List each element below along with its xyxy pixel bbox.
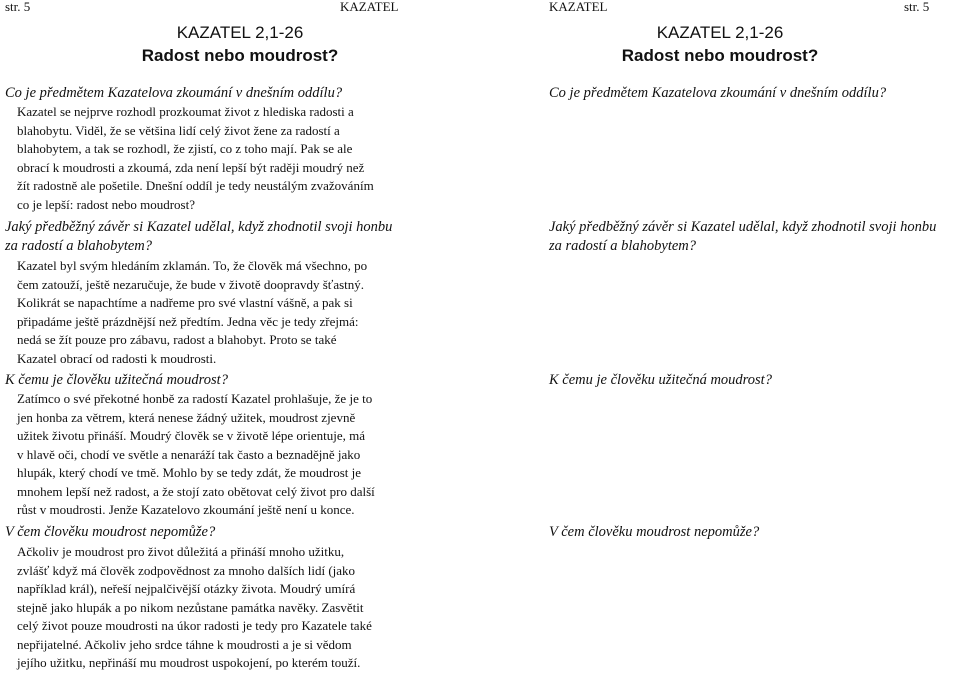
question-3: K čemu je člověku užitečná moudrost? xyxy=(549,372,772,388)
question-line: za radostí a blahobytem? xyxy=(5,238,153,254)
answer-line: blahobytu. Viděl, že se většina lidí celý život žene za radostí a xyxy=(17,122,340,138)
answer-line: co je lepší: radost nebo moudrost? xyxy=(17,196,195,212)
question-4: V čem člověku moudrost nepomůže? xyxy=(5,524,216,540)
question-2 xyxy=(549,218,936,256)
page-number: str. 5 xyxy=(904,0,930,14)
answer-line: obrací k moudrosti a zkoumá, zda není lepší být raději moudrý než xyxy=(17,159,365,175)
answer-line: čem zatouží, ještě nezaručuje, že bude v životě doopravdy šťastný. xyxy=(17,276,365,292)
question-1: Co je předmětem Kazatelova zkoumání v dnešním oddílu? xyxy=(5,85,343,101)
page-title: KAZATEL 2,1-26 xyxy=(176,23,304,42)
right-page xyxy=(480,0,960,674)
running-header: KAZATEL xyxy=(340,0,399,14)
answer-2 xyxy=(17,257,367,368)
answer-line: celý život pouze moudrosti na úkor radosti je tedy pro Kazatele také xyxy=(17,618,372,633)
answer-line: hlupák, který chodí ve tmě. Mohlo by se tedy zdát, že moudrost je xyxy=(17,465,362,480)
answer-1 xyxy=(17,103,374,214)
answer-line: například král), neřeší nejpalčivější otázky života. Moudrý umírá xyxy=(17,581,356,596)
question-line: Jaký předběžný závěr si Kazatel udělal, když zhodnotil svoji honbu xyxy=(5,219,393,235)
page-title: KAZATEL 2,1-26 xyxy=(656,23,784,42)
answer-line: užitek životu přináší. Moudrý člověk se v životě lépe orientuje, má xyxy=(17,428,366,443)
answer-line: Kazatel se nejprve rozhodl prozkoumat život z hlediska radosti a xyxy=(17,104,354,119)
question-3: K čemu je člověku užitečná moudrost? xyxy=(5,372,228,388)
question-1: Co je předmětem Kazatelova zkoumání v dnešním oddílu? xyxy=(549,85,887,101)
answer-line: zvlášť když má člověk zodpovědnost za mnoho dalších lidí (jako xyxy=(17,562,356,578)
question-2 xyxy=(5,218,392,256)
answer-line: nepřijatelné. Ačkoliv jeho srdce táhne k moudrosti a je si vědom xyxy=(17,636,352,652)
answer-line: růst v moudrosti. Jenže Kazatelovo zkoumání ještě není u konce. xyxy=(17,502,355,517)
page-subtitle: Radost nebo moudrost? xyxy=(621,46,819,65)
answer-3 xyxy=(17,390,375,520)
answer-line: blahobytem, a tak se rozhodl, že zjistí, co z toho mají. Pak se ale xyxy=(17,141,353,156)
answer-line: Kolikrát se napachtíme a nadřeme pro své vlastní vášně, a pak si xyxy=(17,295,353,310)
answer-line: Kazatel obrací od radosti k moudrosti. xyxy=(17,350,217,366)
answer-line: jen honba za větrem, která nenese žádný užitek, moudrost zjevně xyxy=(17,409,356,425)
question-4: V čem člověku moudrost nepomůže? xyxy=(549,524,760,540)
page-subtitle: Radost nebo moudrost? xyxy=(141,46,339,65)
question-line: Jaký předběžný závěr si Kazatel udělal, když zhodnotil svoji honbu xyxy=(549,219,937,235)
answer-line: připadáme ještě prázdnější než předtím. Jedna věc je tedy zřejmá: xyxy=(17,313,359,329)
answer-line: Zatímco o své překotné honbě za radostí Kazatel prohlašuje, že je to xyxy=(17,391,373,406)
answer-line: v hlavě oči, chodí ve světle a nenaráží tak často a beznadějně jako xyxy=(17,446,361,462)
running-header: KAZATEL xyxy=(549,0,608,14)
answer-line: Kazatel byl svým hledáním zklamán. To, že člověk má všechno, po xyxy=(17,258,368,273)
answer-4 xyxy=(17,543,372,673)
answer-line: nedá se žít pouze pro zábavu, radost a blahobyt. Proto se také xyxy=(17,332,337,347)
page-number: str. 5 xyxy=(5,0,31,14)
answer-line: stejně jako hlupák a po nikom nezůstane památka navěky. Zasvětit xyxy=(17,599,364,615)
question-line: za radostí a blahobytem? xyxy=(549,238,697,254)
answer-line: jejího užitku, nepřináší mu moudrost uspokojení, po kterém touží. xyxy=(17,655,361,670)
answer-line: Ačkoliv je moudrost pro život důležitá a přináší mnoho užitku, xyxy=(17,544,345,559)
answer-line: mnohem lepší než radost, a že stojí zato obětovat celý život pro další xyxy=(17,483,375,499)
answer-line: žít radostně ale pošetile. Dnešní oddíl je tedy neustálým zvažováním xyxy=(17,178,374,193)
